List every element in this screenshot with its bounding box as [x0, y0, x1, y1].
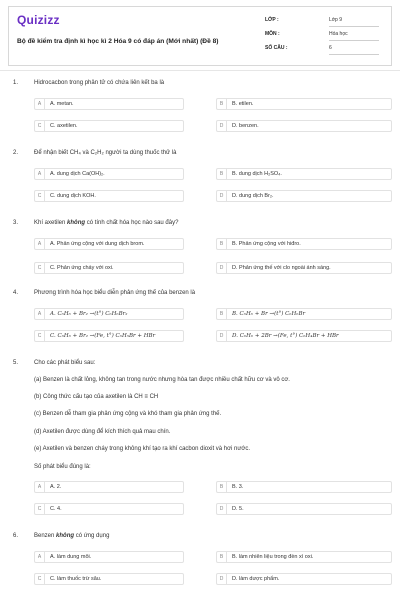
question-text: Hidrocacbon trong phân tử có chứa liên kết ba là — [34, 80, 165, 86]
question-number: 2. — [13, 150, 19, 156]
option-b[interactable]: B B. dung dịch H₂SO₄. — [216, 168, 392, 180]
option-d[interactable]: D D. C₆H₆ + 2Br →(Fe, t°) C₆H₄Br + HBr — [216, 330, 392, 342]
option-c[interactable]: C C. Phản ứng cháy với oxi. — [34, 262, 184, 274]
option-b[interactable]: B B. C₆H₆ + Br →(t°) C₆H₆Br — [216, 308, 392, 320]
option-b[interactable]: B B. Phản ứng cộng với hiđro. — [216, 238, 392, 250]
meta-count — [265, 43, 385, 57]
question-number: 6. — [13, 533, 19, 539]
meta-class — [265, 15, 385, 29]
meta-count-label: SỐ CÂU : — [265, 45, 288, 51]
worksheet-title: Bộ đề kiểm tra định kì học kì 2 Hóa 9 có đáp án (Mới nhất) (Đề 8) — [17, 38, 219, 45]
worksheet-header — [8, 6, 392, 66]
statement-b: (b) Công thức cấu tạo của axetilen là CH ≡ CH — [34, 394, 159, 400]
option-b[interactable]: B B. etilen. — [216, 98, 392, 110]
option-a[interactable]: A A. 2. — [34, 481, 184, 493]
option-b[interactable]: B B. 3. — [216, 481, 392, 493]
question-number: 3. — [13, 220, 19, 226]
emphasis-khong: không — [56, 533, 75, 539]
question-number: 5. — [13, 360, 19, 366]
statement-e: (e) Axetilen và benzen cháy trong không khí tạo ra khí cacbon dioxit và hơi nước. — [34, 446, 251, 452]
option-d[interactable]: D D. Phản ứng thế với clo ngoài ánh sáng. — [216, 262, 392, 274]
option-c[interactable]: C C. dung dịch KOH. — [34, 190, 184, 202]
question-text: Cho các phát biểu sau: — [34, 360, 96, 366]
header-divider — [0, 70, 400, 71]
option-d[interactable]: D D. làm dược phẩm. — [216, 573, 392, 585]
question-text: Benzen không có ứng dụng — [34, 533, 110, 539]
question-number: 4. — [13, 290, 19, 296]
option-a[interactable]: A A. dung dịch Ca(OH)₂. — [34, 168, 184, 180]
worksheet-meta — [265, 15, 385, 57]
option-d[interactable]: D D. 5. — [216, 503, 392, 515]
option-b[interactable]: B B. làm nhiên liệu trong đèn xì oxi. — [216, 551, 392, 563]
meta-class-value: Lớp 9 — [329, 17, 343, 23]
option-d[interactable]: D D. dung dịch Br₂. — [216, 190, 392, 202]
meta-subject-value: Hóa học — [329, 31, 348, 37]
option-c[interactable]: C C. 4. — [34, 503, 184, 515]
question-text: Khí axetilen không có tính chất hóa học nào sau đây? — [34, 220, 179, 226]
question-text: Để nhận biết CH₄ và C₂H₂ người ta dùng thuốc thử là — [34, 150, 177, 156]
option-c[interactable]: C C. C₆H₆ + Br₂ →(Fe, t°) C₆H₅Br + HBr — [34, 330, 184, 342]
quizizz-logo: Quizizz — [17, 13, 60, 27]
option-d[interactable]: D D. benzen. — [216, 120, 392, 132]
meta-subject — [265, 29, 385, 43]
option-a[interactable]: A A. metan. — [34, 98, 184, 110]
meta-class-label: LỚP : — [265, 17, 279, 23]
statement-d: (d) Axetilen được dùng để kích thích quả mau chín. — [34, 429, 171, 435]
meta-count-value: 6 — [329, 45, 332, 51]
option-a[interactable]: A A. Phản ứng cộng với dung dịch brom. — [34, 238, 184, 250]
option-a[interactable]: A A. làm dung môi. — [34, 551, 184, 563]
meta-subject-label: MÔN : — [265, 31, 280, 37]
option-c[interactable]: C C. axetilen. — [34, 120, 184, 132]
statement-c: (c) Benzen dễ tham gia phản ứng cộng và khó tham gia phản ứng thế. — [34, 411, 222, 417]
question-number: 1. — [13, 80, 19, 86]
statement-prompt: Số phát biểu đúng là: — [34, 464, 91, 470]
statement-a: (a) Benzen là chất lỏng, không tan trong nước nhưng hòa tan được nhiều chất hữu cơ và vô cơ. — [34, 377, 290, 383]
question-text: Phương trình hóa học biểu diễn phản ứng thế của benzen là — [34, 290, 196, 296]
option-a[interactable]: A A. C₆H₆ + Br₂ →(t°) C₆H₆Br₂ — [34, 308, 184, 320]
option-c[interactable]: C C. làm thuốc trừ sâu. — [34, 573, 184, 585]
emphasis-khong: không — [67, 220, 86, 226]
